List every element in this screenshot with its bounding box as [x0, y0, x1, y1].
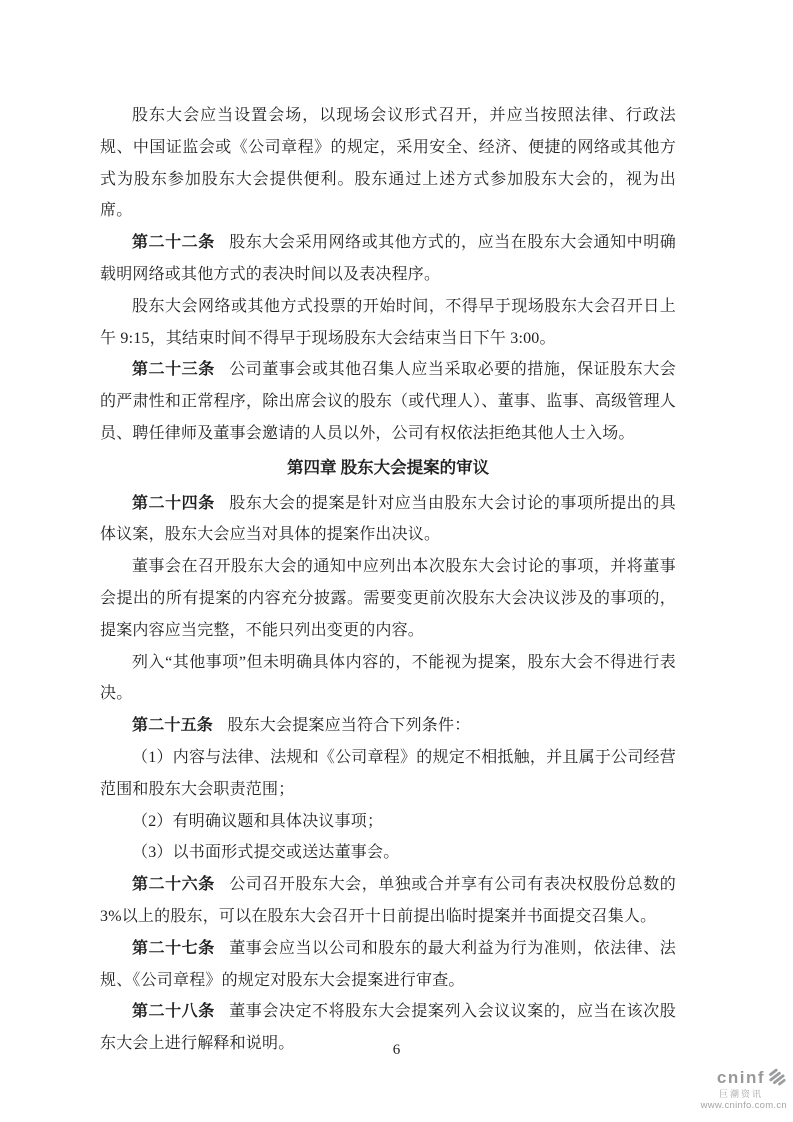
chapter-heading: 第四章 股东大会提案的审议 [286, 457, 490, 477]
body-paragraph: 列入“其他事项”但未明确具体内容的，不能视为提案，股东大会不得进行表决。 [100, 653, 676, 703]
article-number: 第二十八条 [132, 1003, 215, 1021]
article-paragraph [100, 933, 676, 997]
article-text: 公司召开股东大会，单独或合并享有公司有表决权股份总数的3%以上的股东，可以在股东大会召开十日前提出临时提案并书面提交召集人。 [100, 876, 676, 925]
article-number: 第二十三条 [132, 361, 215, 379]
watermark-url: www.cninfo.com.cn [700, 1100, 787, 1112]
body-paragraph: 股东大会应当设置会场，以现场会议形式召开，并应当按照法律、行政法规、中国证监会或《公司章程》的规定，采用安全、经济、便捷的网络或其他方式为股东参加股东大会提供便利。股东通过上述方式参加股东大会的，视为出席。 [100, 107, 676, 220]
article-text: 股东大会采用网络或其他方式的，应当在股东大会通知中明确载明网络或其他方式的表决时间以及表决程序。 [100, 234, 676, 283]
article-text: 董事会应当以公司和股东的最大利益为行为准则，依法律、法规、《公司章程》的规定对股东大会提案进行审查。 [100, 939, 676, 989]
article-paragraph [100, 354, 676, 449]
article-paragraph [100, 869, 676, 933]
article-number: 第二十七条 [132, 939, 215, 957]
watermark-brand-cn: 巨潮资讯 [718, 1088, 763, 1099]
article-number: 第二十六条 [132, 876, 215, 894]
body-paragraph: （2）有明确议题和具体决议事项； [132, 812, 384, 830]
article-text: 股东大会提案应当符合下列条件： [227, 717, 471, 735]
article-number: 第二十二条 [132, 234, 215, 252]
body-paragraph: 董事会在召开股东大会的通知中应列出本次股东大会讨论的事项，并将董事会提出的所有提案的内容充分披露。需要变更前次股东大会决议涉及的事项的，提案内容应当完整，不能只列出变更的内容。 [100, 558, 676, 639]
page-number: 6 [392, 1042, 401, 1058]
article-text: 股东大会的提案是针对应当由股东大会讨论的事项所提出的具体议案，股东大会应当对具体的提案作出决议。 [100, 494, 676, 544]
body-paragraph: （1）内容与法律、法规和《公司章程》的规定不相抵触，并且属于公司经营范围和股东大会职责范围； [100, 748, 676, 798]
cninfo-logo-text: cninf [716, 1067, 765, 1087]
article-number: 第二十四条 [132, 494, 215, 512]
article-text: 公司董事会或其他召集人应当采取必要的措施，保证股东大会的严肃性和正常程序，除出席会议的股东（或代理人）、董事、监事、高级管理人员、聘任律师及董事会邀请的人员以外，公司有权依法拒绝其他人士入场。 [100, 361, 676, 442]
article-text: 董事会决定不将股东大会提案列入会议议案的，应当在该次股东大会上进行解释和说明。 [100, 1003, 676, 1053]
body-paragraph: 股东大会网络或其他方式投票的开始时间，不得早于现场股东大会召开日上午 9:15，其结束时间不得早于现场股东大会结束当日下午 3:00。 [100, 297, 676, 347]
cninfo-watermark [701, 1068, 787, 1112]
article-number: 第二十五条 [132, 717, 214, 735]
body-paragraph: （3）以书面形式提交或送达董事会。 [132, 844, 400, 862]
article-paragraph [100, 227, 676, 291]
document-body [100, 100, 676, 1060]
article-paragraph [100, 710, 676, 742]
cninfo-swirl-icon [767, 1068, 787, 1088]
article-paragraph [100, 488, 676, 552]
watermark-logo-row [701, 1068, 787, 1088]
